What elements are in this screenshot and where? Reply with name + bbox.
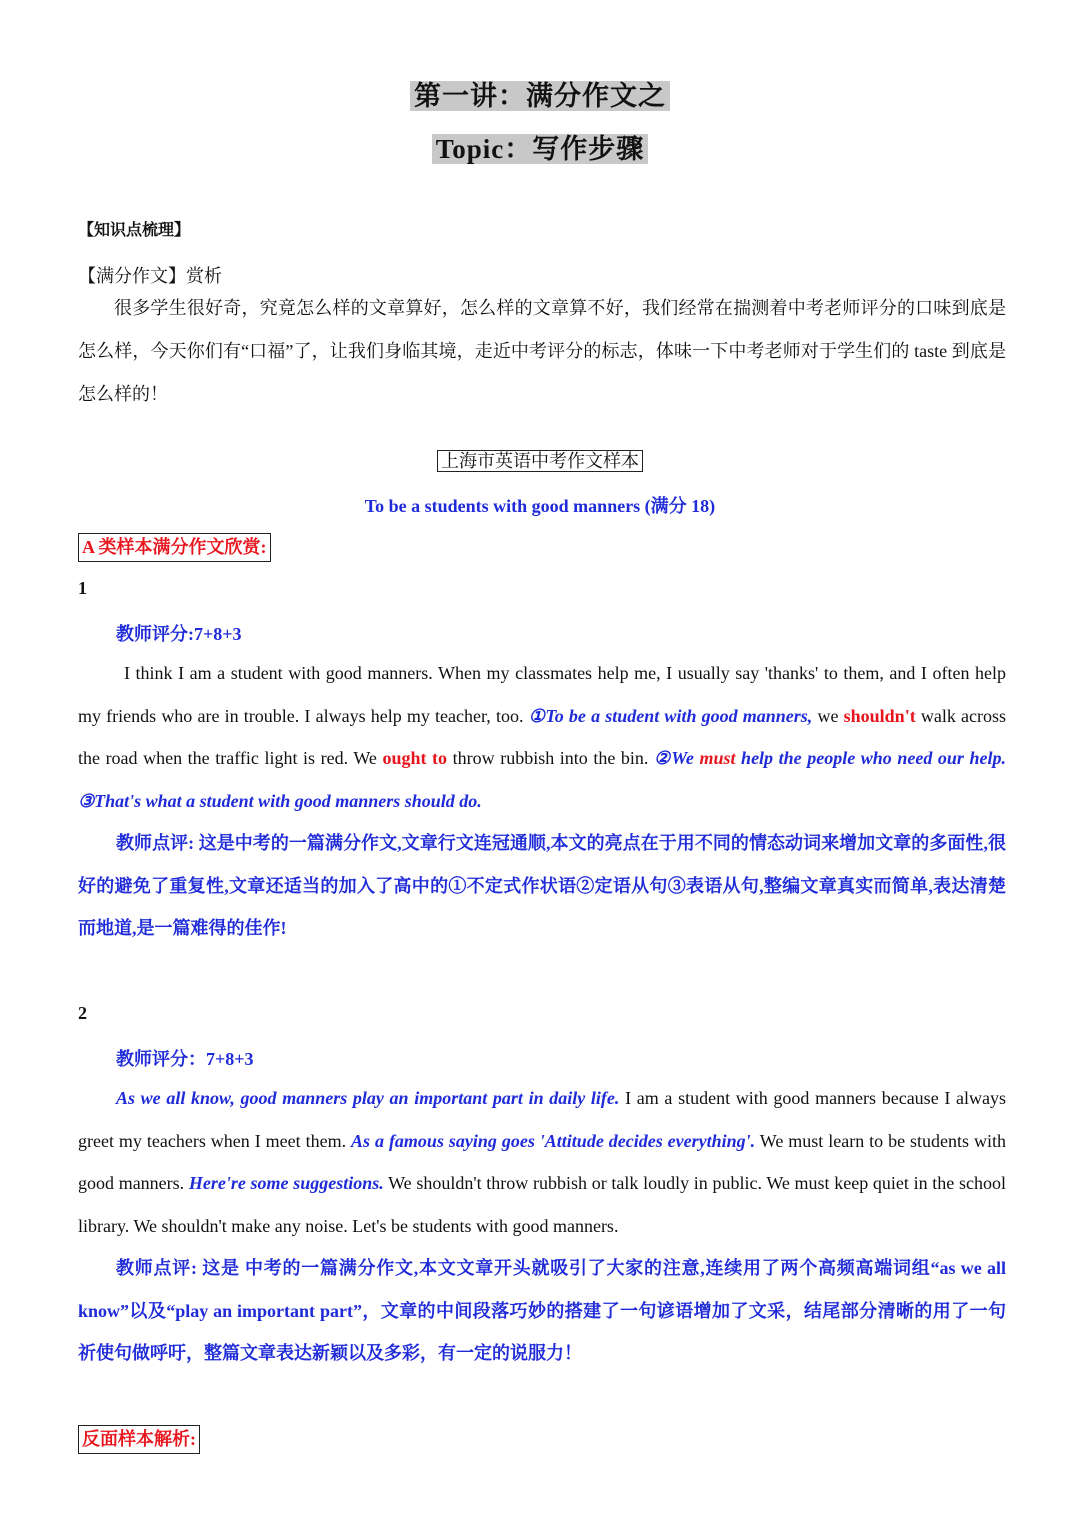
- a-sample-heading: A 类样本满分作文欣赏:: [78, 533, 271, 562]
- teacher-comment: 教师点评: 这是 中考的一篇满分作文,本文文章开头就吸引了大家的注意,连续用了两个高频高端词组“as we all know”以及“play an important part”，文章的中间段落巧妙的搭建了一句谚语增加了文采，结尾部分清晰的用了一句祈使句做呼吁，整篇文章表达新颖以及多彩，有一定的说服力！: [78, 1258, 1006, 1363]
- essay-number: 2: [78, 1003, 87, 1023]
- essay-number: 1: [78, 578, 87, 598]
- essay-title: To be a students with good manners (满分 18): [364, 496, 716, 516]
- essay-score: 教师评分:7+8+3: [116, 624, 242, 644]
- essay-body: I think I am a student with good manners. When my classmates help me, I usually say 'thanks' to them, and I often help my friends who are in trouble. I always help my teacher, too. ①To be a student with good manners, we shouldn't walk across the road when the traffic light is red. We ought to throw rubbish into the bin. ②We must help the people who need our help. ③That's what a student with good manners should do.: [78, 663, 1007, 811]
- intro-paragraph: 很多学生很好奇，究竟怎么样的文章算好，怎么样的文章算不好，我们经常在揣测着中考老师评分的口味到底是怎么样，今天你们有“口福”了，让我们身临其境，走近中考评分的标志，体味一下中考老师对于学生们的 taste 到底是怎么样的！: [78, 298, 1006, 404]
- page-title: 第一讲：满分作文之: [410, 81, 670, 111]
- b-sample-heading: 反面样本解析:: [78, 1425, 200, 1454]
- page-subtitle: Topic：写作步骤: [432, 134, 649, 164]
- teacher-comment: 教师点评: 这是中考的一篇满分作文,文章行文连冠通顺,本文的亮点在于用不同的情态动词来增加文章的多面性,很好的避免了重复性,文章还适当的加入了高中的①不定式作状语②定语从句③表语从句,整编文章真实而简单,表达清楚而地道,是一篇难得的佳作!: [78, 833, 1006, 938]
- essay-score: 教师评分：7+8+3: [116, 1049, 254, 1069]
- section-label: 【知识点梳理】: [78, 222, 191, 239]
- intro-label: 【满分作文】赏析: [78, 266, 222, 286]
- essay-body: As we all know, good manners play an important part in daily life. I am a student with good manners because I always greet my teachers when I meet them. As a famous saying goes 'Attitude decides everything'. We must learn to be students with good manners. Here're some suggestions. We shouldn't throw rubbish or talk loudly in public. We must keep quiet in the school library. We shouldn't make any noise. Let's be students with good manners.: [78, 1088, 1006, 1236]
- sample-box-title: 上海市英语中考作文样本: [437, 450, 643, 472]
